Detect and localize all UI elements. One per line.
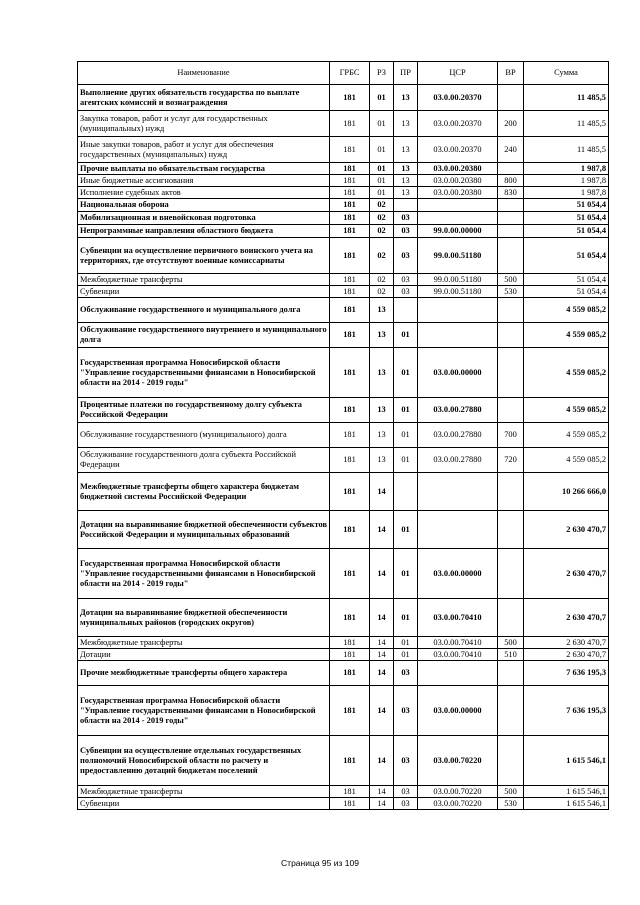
cell-name: Субвенции на осуществление отдельных государственных полномочий Новосибирской области по расчету и предоставлению дотаций бюджетам поселений — [78, 736, 330, 786]
table-row — [78, 111, 609, 137]
table-row — [78, 473, 609, 511]
cell-grbs: 181 — [330, 212, 370, 225]
cell-name: Дотации — [78, 649, 330, 661]
cell-name: Обслуживание государственного долга субъекта Российской Федерации — [78, 448, 330, 473]
cell-vr — [498, 323, 524, 348]
cell-grbs: 181 — [330, 599, 370, 637]
cell-grbs: 181 — [330, 473, 370, 511]
cell-grbs: 181 — [330, 225, 370, 238]
cell-sum: 1 987,8 — [524, 163, 609, 175]
cell-vr — [498, 225, 524, 238]
cell-rz: 13 — [370, 323, 394, 348]
cell-grbs: 181 — [330, 511, 370, 549]
cell-sum: 10 266 666,0 — [524, 473, 609, 511]
table-row — [78, 423, 609, 448]
cell-grbs: 181 — [330, 137, 370, 163]
cell-grbs: 181 — [330, 323, 370, 348]
cell-name: Непрограммные направления областного бюджета — [78, 225, 330, 238]
cell-sum: 4 559 085,2 — [524, 323, 609, 348]
page-footer: Страница 95 из 109 — [281, 858, 359, 868]
cell-name: Прочие межбюджетные трансферты общего характера — [78, 661, 330, 686]
cell-rz: 02 — [370, 286, 394, 298]
header-name: Наименование — [78, 62, 330, 85]
cell-pr: 01 — [394, 398, 418, 423]
cell-rz: 01 — [370, 175, 394, 187]
cell-sum: 1 615 546,1 — [524, 786, 609, 798]
cell-csr: 99.0.00.51180 — [418, 238, 498, 274]
cell-pr: 13 — [394, 163, 418, 175]
cell-name: Закупка товаров, работ и услуг для государственных (муниципальных) нужд — [78, 111, 330, 137]
table-row — [78, 398, 609, 423]
cell-rz: 02 — [370, 199, 394, 212]
cell-pr: 01 — [394, 448, 418, 473]
table-row — [78, 649, 609, 661]
cell-pr: 03 — [394, 661, 418, 686]
cell-csr — [418, 323, 498, 348]
cell-sum: 2 630 470,7 — [524, 649, 609, 661]
cell-vr: 700 — [498, 423, 524, 448]
cell-grbs: 181 — [330, 85, 370, 111]
cell-rz: 14 — [370, 637, 394, 649]
header-pr: ПР — [394, 62, 418, 85]
cell-csr: 03.0.00.70410 — [418, 637, 498, 649]
cell-sum: 1 615 546,1 — [524, 798, 609, 810]
cell-csr: 03.0.00.00000 — [418, 549, 498, 599]
cell-csr: 03.0.00.20380 — [418, 187, 498, 199]
cell-rz: 13 — [370, 448, 394, 473]
table-row — [78, 686, 609, 736]
cell-sum: 11 485,5 — [524, 111, 609, 137]
cell-vr: 530 — [498, 286, 524, 298]
cell-vr — [498, 473, 524, 511]
cell-sum: 4 559 085,2 — [524, 448, 609, 473]
cell-grbs: 181 — [330, 649, 370, 661]
cell-name: Прочие выплаты по обязательствам государства — [78, 163, 330, 175]
cell-pr: 13 — [394, 111, 418, 137]
table-row — [78, 137, 609, 163]
cell-csr: 03.0.00.70220 — [418, 798, 498, 810]
cell-vr — [498, 736, 524, 786]
cell-sum: 2 630 470,7 — [524, 599, 609, 637]
cell-name: Мобилизационная и вневойсковая подготовка — [78, 212, 330, 225]
cell-grbs: 181 — [330, 274, 370, 286]
cell-name: Субвенции на осуществление первичного воинского учета на территориях, где отсутствуют военные комиссариаты — [78, 238, 330, 274]
cell-grbs: 181 — [330, 175, 370, 187]
cell-sum: 7 636 195,3 — [524, 661, 609, 686]
table-header-row — [78, 62, 609, 85]
cell-grbs: 181 — [330, 686, 370, 736]
cell-pr: 03 — [394, 786, 418, 798]
cell-pr — [394, 298, 418, 323]
cell-vr: 830 — [498, 187, 524, 199]
cell-vr: 500 — [498, 637, 524, 649]
cell-name: Процентные платежи по государственному долгу субъекта Российской Федерации — [78, 398, 330, 423]
cell-rz: 02 — [370, 238, 394, 274]
cell-rz: 14 — [370, 798, 394, 810]
cell-grbs: 181 — [330, 286, 370, 298]
cell-csr: 03.0.00.27880 — [418, 448, 498, 473]
header-vr: ВР — [498, 62, 524, 85]
cell-sum: 11 485,5 — [524, 85, 609, 111]
cell-rz: 02 — [370, 212, 394, 225]
cell-sum: 4 559 085,2 — [524, 348, 609, 398]
table-row — [78, 163, 609, 175]
cell-rz: 14 — [370, 686, 394, 736]
cell-csr: 03.0.00.70220 — [418, 736, 498, 786]
cell-vr: 530 — [498, 798, 524, 810]
cell-vr: 500 — [498, 786, 524, 798]
cell-csr — [418, 511, 498, 549]
cell-pr: 03 — [394, 212, 418, 225]
cell-name: Межбюджетные трансферты — [78, 274, 330, 286]
cell-csr: 99.0.00.00000 — [418, 225, 498, 238]
cell-pr: 01 — [394, 549, 418, 599]
cell-name: Иные закупки товаров, работ и услуг для обеспечения государственных (муниципальных) нужд — [78, 137, 330, 163]
cell-pr: 13 — [394, 187, 418, 199]
cell-sum: 4 559 085,2 — [524, 298, 609, 323]
cell-vr — [498, 212, 524, 225]
cell-vr — [498, 599, 524, 637]
cell-csr: 99.0.00.51180 — [418, 286, 498, 298]
table-row — [78, 448, 609, 473]
cell-csr — [418, 661, 498, 686]
cell-name: Выполнение других обязательств государства по выплате агентских комиссий и вознаграждения — [78, 85, 330, 111]
table-row — [78, 238, 609, 274]
header-grbs: ГРБС — [330, 62, 370, 85]
table-row — [78, 225, 609, 238]
cell-rz: 14 — [370, 599, 394, 637]
cell-name: Государственная программа Новосибирской области "Управление государственными финансами в Новосибирской области на 2014 - 2019 годы" — [78, 549, 330, 599]
cell-name: Межбюджетные трансферты общего характера бюджетам бюджетной системы Российской Федерации — [78, 473, 330, 511]
cell-rz: 14 — [370, 473, 394, 511]
table-row — [78, 199, 609, 212]
cell-grbs: 181 — [330, 637, 370, 649]
header-sum: Сумма — [524, 62, 609, 85]
cell-pr: 03 — [394, 286, 418, 298]
cell-rz: 13 — [370, 423, 394, 448]
cell-csr: 03.0.00.70410 — [418, 649, 498, 661]
table-row — [78, 323, 609, 348]
cell-grbs: 181 — [330, 163, 370, 175]
cell-vr — [498, 398, 524, 423]
table-row — [78, 511, 609, 549]
cell-name: Дотации на выравнивание бюджетной обеспеченности муниципальных районов (городских округов) — [78, 599, 330, 637]
cell-grbs: 181 — [330, 348, 370, 398]
cell-pr: 03 — [394, 686, 418, 736]
table-row — [78, 187, 609, 199]
cell-sum: 51 054,4 — [524, 238, 609, 274]
cell-grbs: 181 — [330, 661, 370, 686]
cell-grbs: 181 — [330, 111, 370, 137]
table-row — [78, 798, 609, 810]
cell-sum: 51 054,4 — [524, 286, 609, 298]
cell-sum: 1 615 546,1 — [524, 736, 609, 786]
table-row — [78, 637, 609, 649]
cell-rz: 01 — [370, 85, 394, 111]
table-row — [78, 274, 609, 286]
cell-pr — [394, 473, 418, 511]
cell-pr: 01 — [394, 323, 418, 348]
cell-pr: 13 — [394, 175, 418, 187]
cell-csr — [418, 473, 498, 511]
cell-vr — [498, 163, 524, 175]
cell-csr: 03.0.00.20370 — [418, 137, 498, 163]
cell-rz: 01 — [370, 111, 394, 137]
cell-sum: 51 054,4 — [524, 225, 609, 238]
cell-vr — [498, 199, 524, 212]
cell-sum: 51 054,4 — [524, 212, 609, 225]
cell-name: Национальная оборона — [78, 199, 330, 212]
cell-pr: 01 — [394, 637, 418, 649]
cell-name: Обслуживание государственного и муниципального долга — [78, 298, 330, 323]
cell-rz: 13 — [370, 298, 394, 323]
table-row — [78, 549, 609, 599]
cell-grbs: 181 — [330, 199, 370, 212]
header-rz: РЗ — [370, 62, 394, 85]
cell-pr: 01 — [394, 599, 418, 637]
cell-vr — [498, 298, 524, 323]
cell-rz: 14 — [370, 736, 394, 786]
table-row — [78, 85, 609, 111]
cell-pr: 13 — [394, 85, 418, 111]
cell-grbs: 181 — [330, 549, 370, 599]
cell-csr: 03.0.00.20380 — [418, 163, 498, 175]
table-row — [78, 786, 609, 798]
cell-grbs: 181 — [330, 423, 370, 448]
cell-sum: 4 559 085,2 — [524, 398, 609, 423]
cell-pr: 01 — [394, 348, 418, 398]
cell-name: Межбюджетные трансферты — [78, 786, 330, 798]
cell-sum: 7 636 195,3 — [524, 686, 609, 736]
cell-csr — [418, 199, 498, 212]
table-row — [78, 175, 609, 187]
cell-grbs: 181 — [330, 786, 370, 798]
cell-sum: 51 054,4 — [524, 274, 609, 286]
cell-vr: 500 — [498, 274, 524, 286]
cell-csr: 03.0.00.27880 — [418, 423, 498, 448]
cell-csr: 03.0.00.20370 — [418, 111, 498, 137]
cell-rz: 01 — [370, 187, 394, 199]
cell-vr: 800 — [498, 175, 524, 187]
cell-csr: 03.0.00.70220 — [418, 786, 498, 798]
cell-name: Межбюджетные трансферты — [78, 637, 330, 649]
cell-vr: 720 — [498, 448, 524, 473]
cell-rz: 01 — [370, 137, 394, 163]
cell-grbs: 181 — [330, 448, 370, 473]
cell-csr: 99.0.00.51180 — [418, 274, 498, 286]
cell-csr: 03.0.00.00000 — [418, 348, 498, 398]
cell-name: Государственная программа Новосибирской области "Управление государственными финансами в Новосибирской области на 2014 - 2019 годы" — [78, 348, 330, 398]
cell-pr — [394, 199, 418, 212]
cell-rz: 14 — [370, 661, 394, 686]
cell-sum: 1 987,8 — [524, 187, 609, 199]
cell-csr: 03.0.00.00000 — [418, 686, 498, 736]
cell-rz: 14 — [370, 511, 394, 549]
table-row — [78, 599, 609, 637]
cell-vr — [498, 661, 524, 686]
table-row — [78, 286, 609, 298]
cell-grbs: 181 — [330, 238, 370, 274]
cell-name: Дотации на выравнивание бюджетной обеспеченности субъектов Российской Федерации и муниципальных образований — [78, 511, 330, 549]
cell-vr — [498, 511, 524, 549]
cell-vr: 200 — [498, 111, 524, 137]
cell-grbs: 181 — [330, 298, 370, 323]
cell-sum: 2 630 470,7 — [524, 637, 609, 649]
cell-csr: 03.0.00.70410 — [418, 599, 498, 637]
cell-rz: 14 — [370, 549, 394, 599]
cell-name: Обслуживание государственного (муниципального) долга — [78, 423, 330, 448]
table-row — [78, 212, 609, 225]
table-row — [78, 736, 609, 786]
cell-grbs: 181 — [330, 398, 370, 423]
header-csr: ЦСР — [418, 62, 498, 85]
cell-csr: 03.0.00.20370 — [418, 85, 498, 111]
cell-pr: 01 — [394, 511, 418, 549]
cell-sum: 2 630 470,7 — [524, 549, 609, 599]
cell-csr — [418, 212, 498, 225]
cell-sum: 2 630 470,7 — [524, 511, 609, 549]
cell-rz: 01 — [370, 163, 394, 175]
cell-rz: 13 — [370, 348, 394, 398]
cell-csr — [418, 298, 498, 323]
cell-name: Обслуживание государственного внутреннего и муниципального долга — [78, 323, 330, 348]
cell-vr — [498, 348, 524, 398]
cell-sum: 51 054,4 — [524, 199, 609, 212]
cell-sum: 4 559 085,2 — [524, 423, 609, 448]
cell-rz: 13 — [370, 398, 394, 423]
cell-vr: 510 — [498, 649, 524, 661]
table-body — [78, 85, 609, 810]
cell-pr: 03 — [394, 736, 418, 786]
cell-vr — [498, 549, 524, 599]
cell-rz: 02 — [370, 274, 394, 286]
cell-vr — [498, 85, 524, 111]
cell-pr: 13 — [394, 137, 418, 163]
cell-sum: 1 987,8 — [524, 175, 609, 187]
cell-pr: 01 — [394, 423, 418, 448]
cell-vr — [498, 238, 524, 274]
cell-name: Субвенции — [78, 286, 330, 298]
cell-pr: 03 — [394, 798, 418, 810]
cell-csr: 03.0.00.27880 — [418, 398, 498, 423]
cell-name: Иные бюджетные ассигнования — [78, 175, 330, 187]
cell-grbs: 181 — [330, 187, 370, 199]
cell-csr: 03.0.00.20380 — [418, 175, 498, 187]
cell-vr — [498, 686, 524, 736]
cell-name: Государственная программа Новосибирской области "Управление государственными финансами в Новосибирской области на 2014 - 2019 годы" — [78, 686, 330, 736]
cell-grbs: 181 — [330, 798, 370, 810]
cell-pr: 03 — [394, 225, 418, 238]
cell-rz: 14 — [370, 649, 394, 661]
cell-vr: 240 — [498, 137, 524, 163]
cell-pr: 03 — [394, 238, 418, 274]
budget-table — [77, 61, 609, 810]
table-row — [78, 298, 609, 323]
table-row — [78, 661, 609, 686]
cell-rz: 02 — [370, 225, 394, 238]
cell-sum: 11 485,5 — [524, 137, 609, 163]
table-row — [78, 348, 609, 398]
cell-pr: 03 — [394, 274, 418, 286]
cell-grbs: 181 — [330, 736, 370, 786]
cell-name: Субвенции — [78, 798, 330, 810]
cell-name: Исполнение судебных актов — [78, 187, 330, 199]
cell-rz: 14 — [370, 786, 394, 798]
cell-pr: 01 — [394, 649, 418, 661]
